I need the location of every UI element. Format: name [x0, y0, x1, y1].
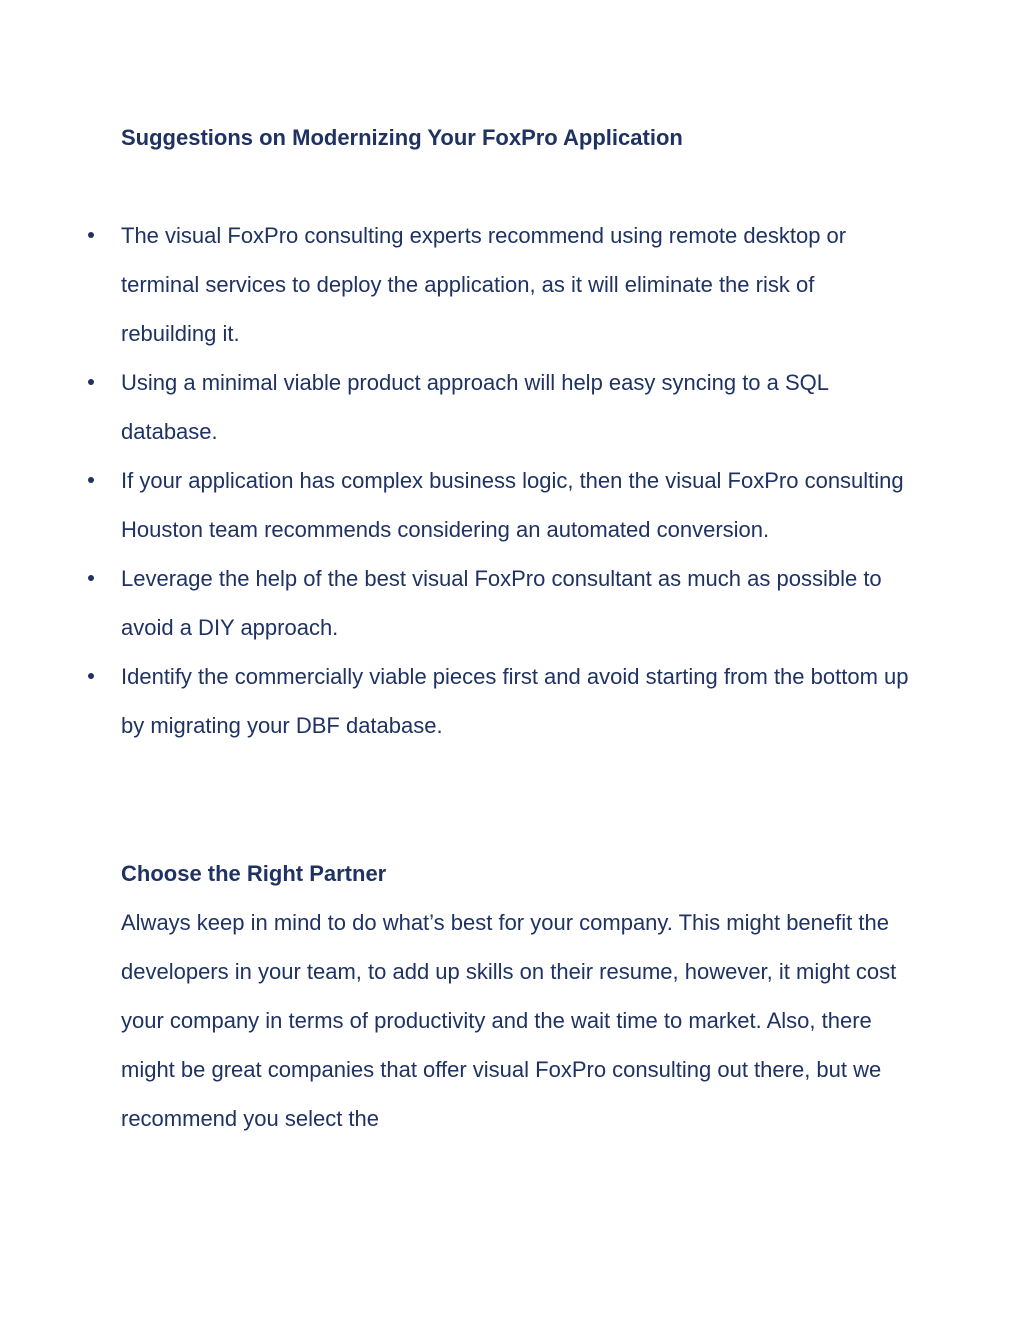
bullet-icon [88, 673, 94, 679]
list-item-text: Leverage the help of the best visual FoxPro consultant as much as possible to avoid a DIY approach. [121, 566, 882, 640]
list-item-text: If your application has complex business logic, then the visual FoxPro consulting Houston team recommends considering an automated conversion. [121, 468, 904, 542]
section-heading-modernizing: Suggestions on Modernizing Your FoxPro Application [121, 125, 683, 150]
list-item-text: The visual FoxPro consulting experts recommend using remote desktop or terminal services to deploy the application, as it will eliminate the risk of rebuilding it. [121, 223, 847, 346]
list-item-text: Identify the commercially viable pieces first and avoid starting from the bottom up by migrating your DBF database. [121, 664, 909, 738]
suggestions-list [0, 211, 1024, 750]
bullet-icon [88, 575, 94, 581]
list-item [0, 554, 911, 652]
partner-paragraph: Always keep in mind to do what’s best for your company. This might benefit the developers in your team, to add up skills on their resume, however, it might cost your company in terms of productivity and the wait time to market. Also, there might be great companies that offer visual FoxPro consulting out there, but we recommend you select the [121, 910, 897, 1131]
bullet-icon [88, 477, 94, 483]
list-item [0, 652, 911, 750]
list-item-text: Using a minimal viable product approach will help easy syncing to a SQL database. [121, 370, 829, 444]
section-heading-partner: Choose the Right Partner [121, 861, 387, 886]
list-item [0, 358, 911, 456]
list-item [0, 456, 911, 554]
list-item [0, 211, 911, 358]
bullet-icon [88, 379, 94, 385]
bullet-icon [88, 232, 94, 238]
